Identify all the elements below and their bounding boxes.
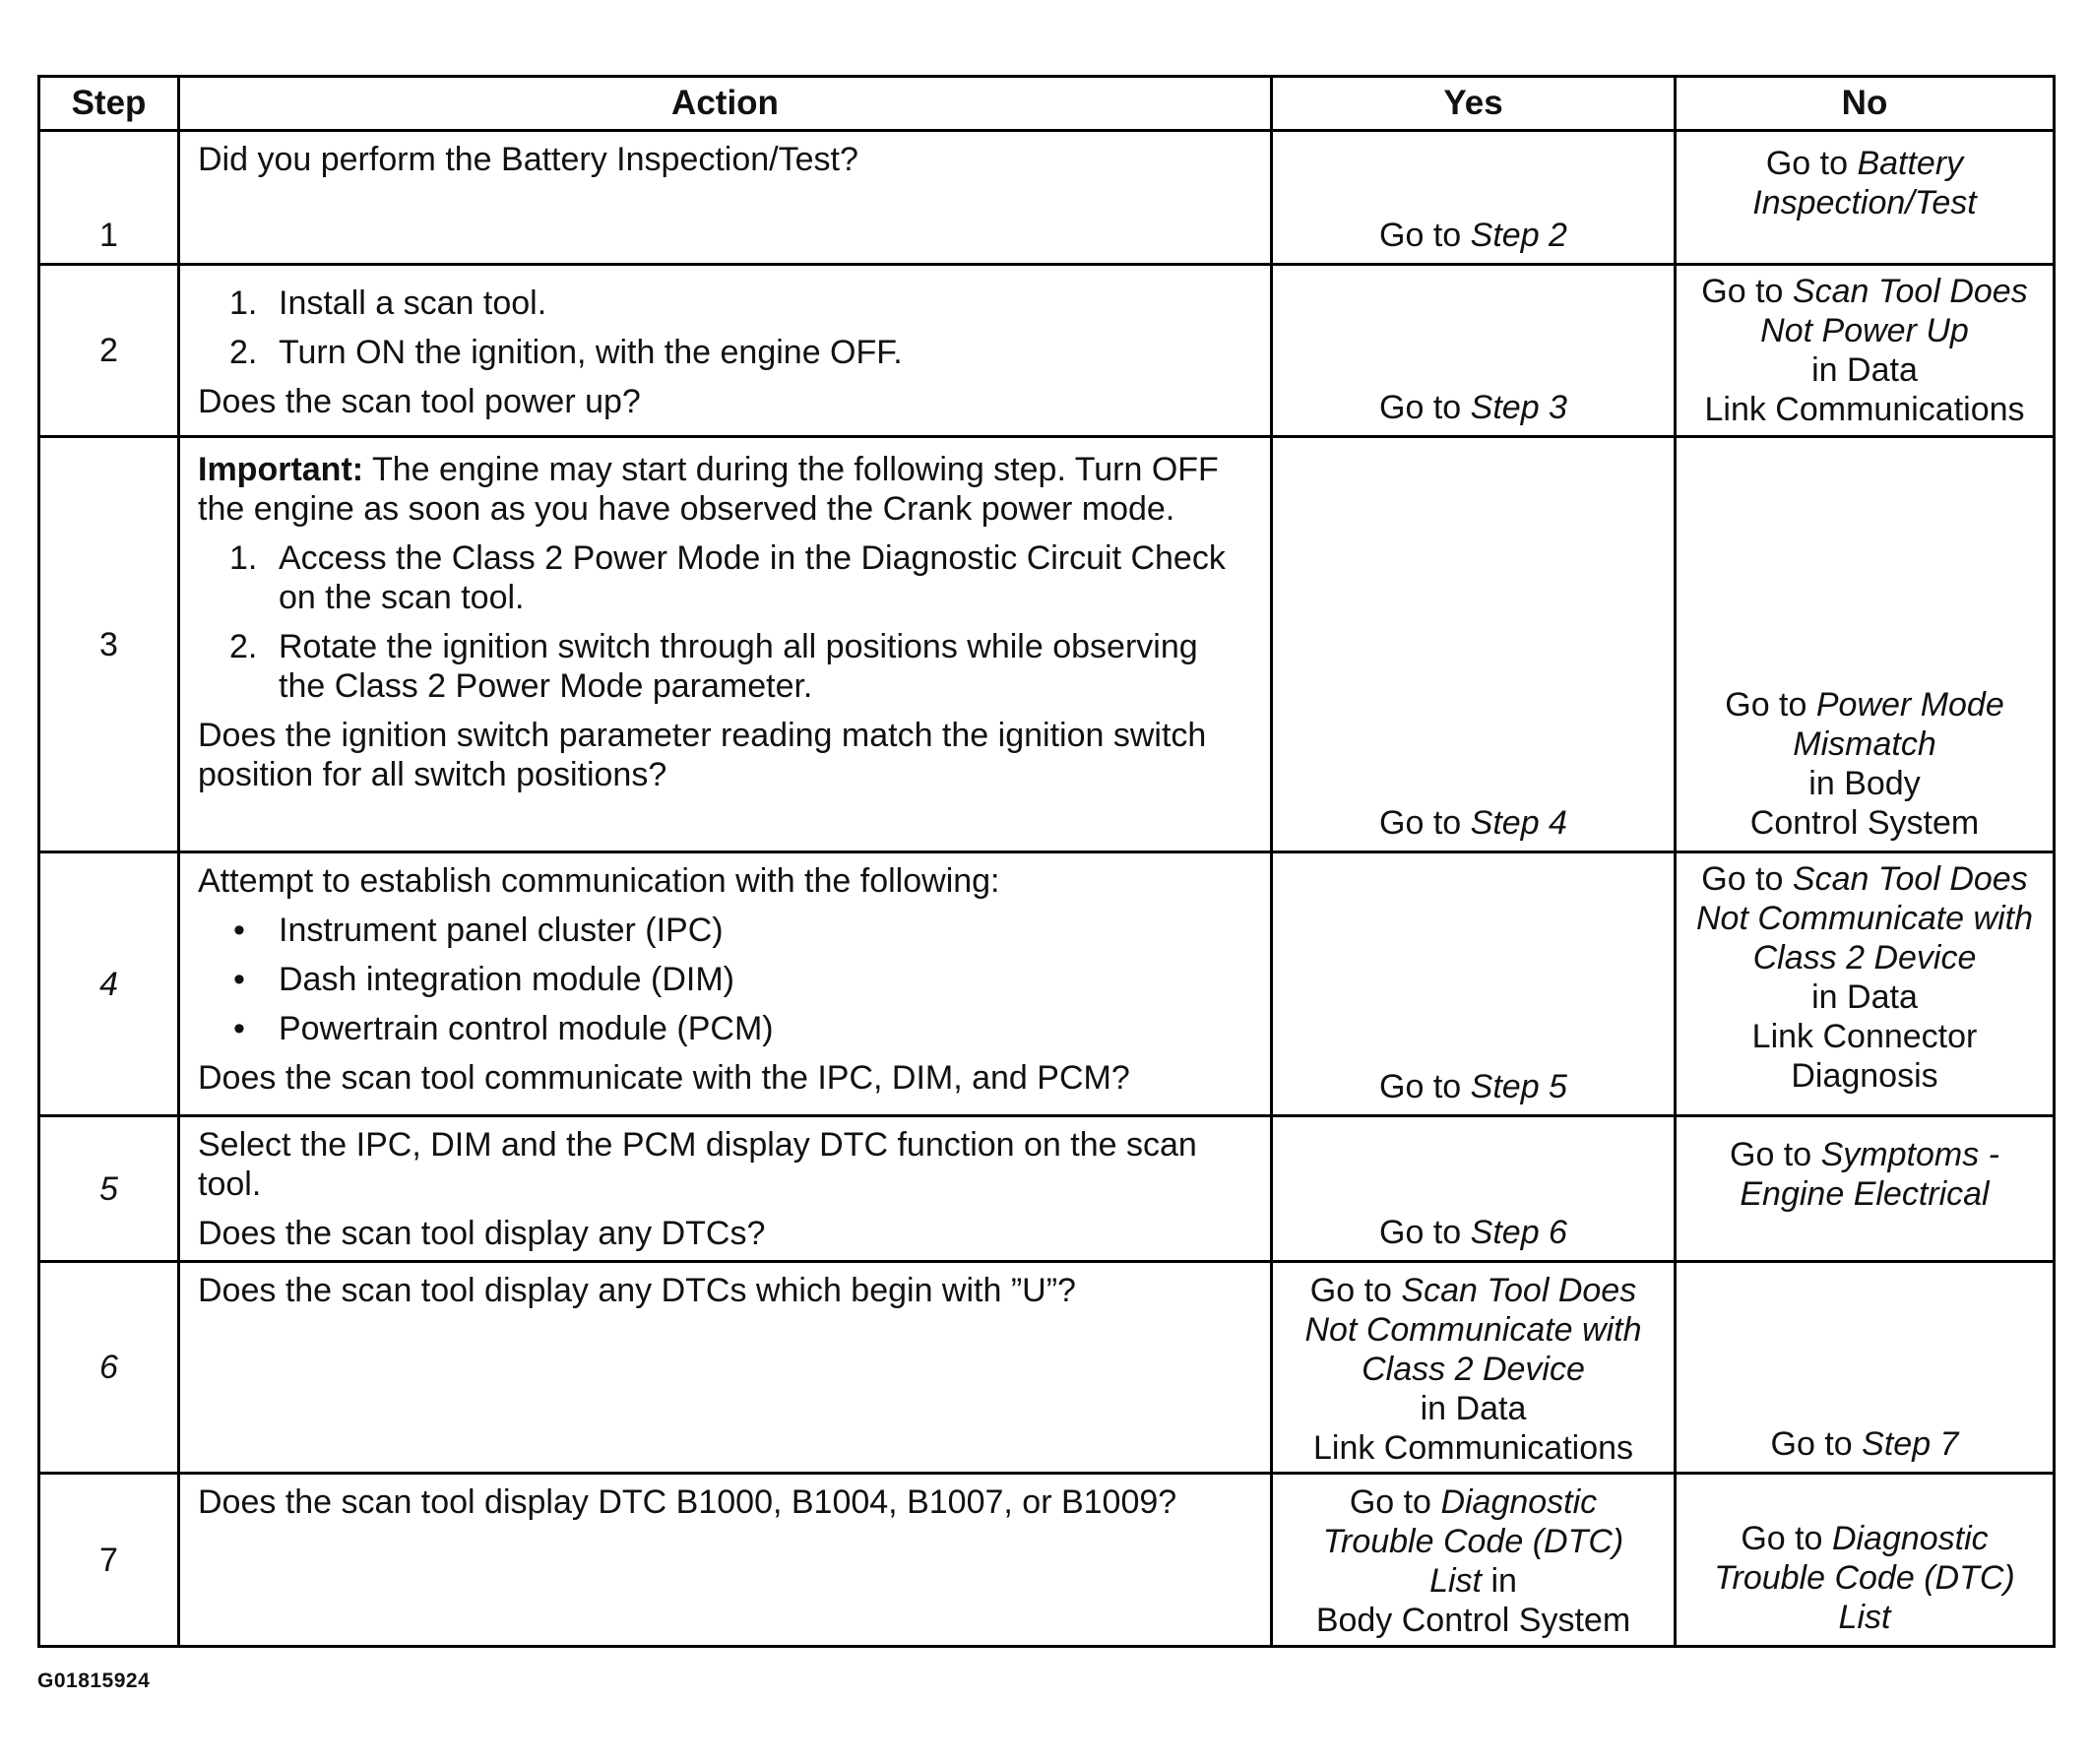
step-number: 6 <box>40 1263 180 1475</box>
no-cell: Go to Scan Tool Does Not Communicate with Class 2 Device in Data Link Connector Diagnosis <box>1677 853 2053 1117</box>
action-step-item: 2. Turn ON the ignition, with the engine OFF. <box>229 334 903 371</box>
action-cell <box>180 438 1273 853</box>
action-cell <box>180 1475 1273 1645</box>
yes-text: Body Control System <box>1315 1602 1631 1639</box>
yes-cell: Go to Step 4 <box>1273 438 1677 853</box>
no-text: in Data <box>1811 978 1918 1016</box>
yes-cell: Go to Step 5 <box>1273 853 1677 1117</box>
no-link[interactable]: Trouble Code (DTC) <box>1714 1559 2015 1597</box>
header-no: No <box>1677 78 2053 132</box>
no-link[interactable]: Symptoms - <box>1820 1136 1999 1173</box>
yes-link[interactable]: Diagnostic <box>1440 1483 1598 1521</box>
no-link[interactable]: Engine Electrical <box>1740 1175 1990 1213</box>
no-text: Control System <box>1749 804 1980 842</box>
action-cell <box>180 132 1273 266</box>
no-text: Diagnosis <box>1791 1057 1938 1095</box>
figure-id: G01815924 <box>37 1670 151 1692</box>
yes-text: Link Communications <box>1312 1429 1634 1467</box>
yes-link[interactable]: Step 4 <box>1470 804 1567 842</box>
action-intro: Select the IPC, DIM and the PCM display DTC function on the scan tool. <box>198 1126 1197 1203</box>
action-cell <box>180 1117 1273 1263</box>
yes-link[interactable]: Step 5 <box>1470 1068 1567 1105</box>
action-step-item: 1. Access the Class 2 Power Mode in the Diagnostic Circuit Check on the scan tool. <box>229 539 1226 616</box>
step-number: 5 <box>40 1117 180 1263</box>
no-cell: Go to Diagnostic Trouble Code (DTC) List <box>1714 1520 2015 1636</box>
yes-cell: Go to Scan Tool Does Not Communicate with Class 2 Device in Data Link Communications <box>1273 1263 1677 1475</box>
action-bullet-item: • Powertrain control module (PCM) <box>233 1010 774 1047</box>
no-cell: Go to Power Mode Mismatch in Body Control System <box>1677 438 2053 853</box>
step-number: 1 <box>40 132 180 266</box>
yes-link[interactable]: Class 2 Device <box>1362 1351 1585 1388</box>
no-link[interactable]: Class 2 Device <box>1752 939 1977 976</box>
action-question: Does the scan tool communicate with the IPC, DIM, and PCM? <box>198 1059 1130 1097</box>
yes-link[interactable]: Step 6 <box>1470 1214 1567 1251</box>
action-cell <box>180 853 1273 1117</box>
no-link[interactable]: Battery <box>1857 145 1964 182</box>
yes-cell: Go to Diagnostic Trouble Code (DTC) List in Body Control System <box>1273 1475 1677 1645</box>
no-link[interactable]: Scan Tool Does <box>1792 273 2028 310</box>
no-link[interactable]: Mismatch <box>1793 725 1936 763</box>
no-cell: Go to Symptoms - Engine Electrical <box>1677 1117 2053 1263</box>
header-yes: Yes <box>1273 78 1677 132</box>
step-number: 4 <box>40 853 180 1117</box>
step-number: 2 <box>40 266 180 438</box>
action-cell <box>180 1263 1273 1475</box>
action-question: Did you perform the Battery Inspection/Test? <box>198 141 858 178</box>
diagnostic-table <box>37 75 2056 1648</box>
no-cell: Go to Step 7 <box>1677 1263 2053 1475</box>
no-link[interactable]: Not Power Up <box>1760 312 1969 349</box>
yes-cell <box>1273 132 1677 266</box>
no-link[interactable]: Inspection/Test <box>1752 184 1977 221</box>
action-question: Does the scan tool display DTC B1000, B1004, B1007, or B1009? <box>198 1483 1177 1521</box>
action-step-item: 1. Install a scan tool. <box>229 284 547 322</box>
no-link[interactable]: Step 7 <box>1862 1425 1959 1463</box>
step-number: 3 <box>40 438 180 853</box>
no-text: Link Communications <box>1704 391 2025 428</box>
action-intro: Attempt to establish communication with the following: <box>198 862 1000 900</box>
no-text: in Body <box>1808 765 1921 802</box>
action-question: Does the scan tool power up? <box>198 383 641 420</box>
yes-cell: Go to Step 3 <box>1273 266 1677 438</box>
no-text: Link Connector <box>1751 1018 1978 1055</box>
no-text: in Data <box>1811 351 1918 389</box>
yes-text: in Data <box>1420 1390 1527 1427</box>
action-bullet-item: • Dash integration module (DIM) <box>233 961 734 998</box>
yes-prefix: Go to <box>1379 217 1462 254</box>
header-step: Step <box>40 78 180 132</box>
important-label: Important: <box>198 451 364 488</box>
yes-cell: Go to Step 6 <box>1273 1117 1677 1263</box>
no-cell <box>1677 132 2053 266</box>
no-link[interactable]: Scan Tool Does <box>1792 860 2028 898</box>
no-link[interactable]: Not Communicate with <box>1695 900 2033 937</box>
yes-link[interactable]: Step 3 <box>1470 389 1567 426</box>
no-link[interactable]: Power Mode <box>1815 686 2004 724</box>
no-cell: Go to Scan Tool Does Not Power Up in Data Link Communications <box>1677 266 2053 438</box>
yes-link[interactable]: Trouble Code (DTC) <box>1322 1523 1624 1560</box>
yes-link[interactable]: List <box>1429 1562 1482 1600</box>
no-link[interactable]: List <box>1838 1599 1891 1636</box>
yes-link[interactable]: Scan Tool Does <box>1401 1272 1637 1309</box>
action-step-item: 2. Rotate the ignition switch through all positions while observing the Class 2 Power Mode parameter. <box>229 628 1198 705</box>
action-cell <box>180 266 1273 438</box>
action-bullet-item: • Instrument panel cluster (IPC) <box>233 912 724 949</box>
yes-link[interactable]: Step 2 <box>1470 217 1567 254</box>
step-number: 7 <box>40 1475 180 1645</box>
action-question: Does the ignition switch parameter reading match the ignition switch position for all switch positions? <box>198 717 1207 793</box>
header-action: Action <box>180 78 1273 132</box>
no-prefix: Go to <box>1765 145 1848 182</box>
yes-link[interactable]: Not Communicate with <box>1304 1311 1642 1349</box>
no-link[interactable]: Diagnostic <box>1831 1520 1989 1557</box>
action-question: Does the scan tool display any DTCs which begin with ”U”? <box>198 1272 1076 1309</box>
action-question: Does the scan tool display any DTCs? <box>198 1215 766 1252</box>
important-note: Important: The engine may start during the following step. Turn OFF the engine as soon as you have observed the Crank power mode. <box>198 451 1219 528</box>
